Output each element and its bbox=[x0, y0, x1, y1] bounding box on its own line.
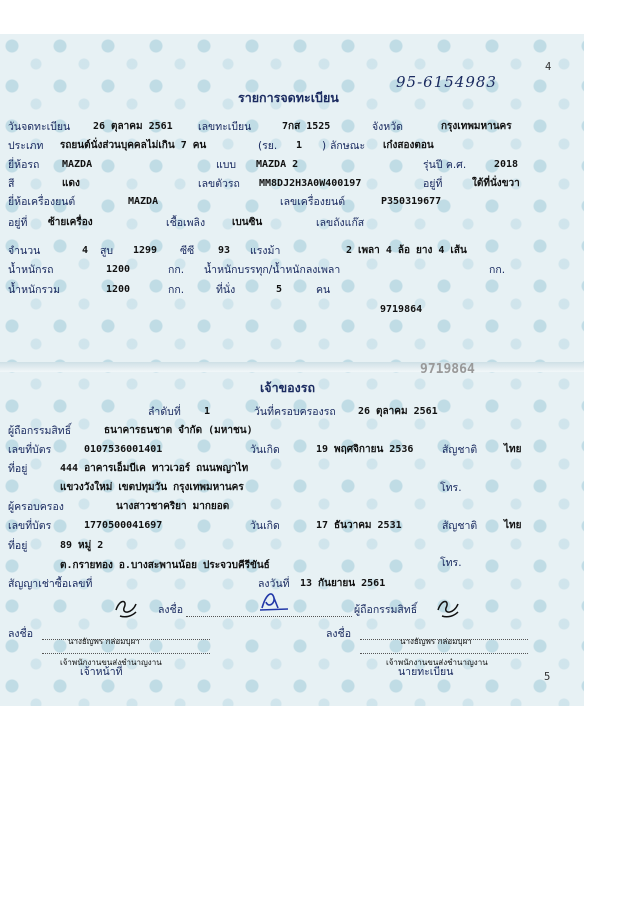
seats: 5 bbox=[276, 284, 283, 295]
color: แดง bbox=[62, 178, 80, 189]
total-weight-label: น้ำหนักรวม bbox=[8, 284, 60, 296]
load-label: น้ำหนักบรรทุก/น้ำหนักลงเพลา bbox=[204, 264, 341, 276]
birth2: 17 ธันวาคม 2531 bbox=[316, 520, 402, 531]
handwritten-number: 95-6154983 bbox=[396, 73, 497, 91]
location: ใต้ที่นั่งขวา bbox=[472, 178, 520, 189]
sign-left-name-line bbox=[42, 652, 210, 654]
location-label: อยู่ที่ bbox=[423, 178, 443, 190]
addr-label: ที่อยู่ bbox=[8, 463, 28, 475]
chassis-label: เลขตัวรถ bbox=[198, 178, 240, 190]
sign-left-label: ลงชื่อ bbox=[8, 628, 33, 640]
addr-line-2: แขวงวังใหม่ เขตปทุมวัน กรุงเทพมหานคร bbox=[60, 482, 244, 493]
year-label: รุ่นปี ค.ศ. bbox=[423, 159, 467, 171]
sign-right-name-line bbox=[360, 652, 528, 654]
fuel-label: เชื้อเพลิง bbox=[166, 217, 206, 229]
signature-mark-2 bbox=[434, 596, 462, 620]
province: กรุงเทพมหานคร bbox=[441, 121, 512, 132]
page-number-top: 4 bbox=[545, 61, 552, 73]
sign-right-role: นายทะเบียน bbox=[398, 666, 454, 678]
page-number-bottom: 5 bbox=[544, 671, 551, 683]
possession-date-label: วันที่ครอบครองรถ bbox=[254, 406, 336, 418]
sign-right-role-small: เจ้าพนักงานขนส่งชำนาญงาน bbox=[386, 658, 488, 667]
nationality2-label: สัญชาติ bbox=[442, 520, 478, 532]
model-label: แบบ bbox=[216, 159, 237, 171]
cc-label: ซีซี bbox=[180, 245, 195, 257]
total-weight: 1200 bbox=[106, 284, 131, 295]
possessor-label: ผู้ครอบครอง bbox=[8, 501, 64, 513]
nationality: ไทย bbox=[504, 444, 522, 455]
lease-label: สัญญาเช่าซื้อเลขที่ bbox=[8, 578, 93, 590]
unit-kg: กก. bbox=[168, 264, 185, 276]
sign-owner-caption: ผู้ถือกรรมสิทธิ์ bbox=[354, 604, 418, 616]
registrar-signature-mark bbox=[256, 588, 292, 614]
style: เก๋งสองตอน bbox=[383, 140, 434, 151]
possession-date: 26 ตุลาคม 2561 bbox=[358, 406, 438, 417]
seats-label: ที่นั่ง bbox=[216, 284, 236, 296]
page-fold bbox=[0, 362, 584, 372]
serial-number: 9719864 bbox=[380, 304, 423, 315]
engine-loc-label: อยู่ที่ bbox=[8, 217, 28, 229]
fuel: เบนซิน bbox=[232, 217, 263, 228]
ry: 1 bbox=[296, 140, 303, 151]
hp-label: แรงม้า bbox=[250, 245, 281, 257]
brand: MAZDA bbox=[62, 159, 93, 170]
model: MAZDA 2 bbox=[256, 159, 299, 170]
hp: 93 bbox=[218, 245, 231, 256]
seats-unit: คน bbox=[316, 284, 331, 296]
addr2-label: ที่อยู่ bbox=[8, 540, 28, 552]
engine-brand: MAZDA bbox=[128, 196, 159, 207]
nationality2: ไทย bbox=[504, 520, 522, 531]
tel-label: โทร. bbox=[440, 482, 462, 494]
birth2-label: วันเกิด bbox=[250, 520, 280, 532]
weight: 1200 bbox=[106, 264, 131, 275]
engine-no: P350319677 bbox=[381, 196, 442, 207]
engine-loc: ซ้ายเครื่อง bbox=[48, 217, 93, 228]
cylinders: 4 bbox=[82, 245, 89, 256]
sign-left-role: เจ้าหน้าที่ bbox=[80, 666, 123, 678]
cc: 1299 bbox=[133, 245, 158, 256]
gas-tank-label: เลขถังแก๊ส bbox=[316, 217, 365, 229]
birth-label: วันเกิด bbox=[250, 444, 280, 456]
ry-label: (รย. bbox=[258, 140, 278, 152]
weight-label: น้ำหนักรถ bbox=[8, 264, 54, 276]
cyl-label: สูบ bbox=[100, 245, 114, 257]
chassis: MM8DJ2H3A0W400197 bbox=[259, 178, 362, 189]
reg-date: 26 ตุลาคม 2561 bbox=[93, 121, 173, 132]
sign-line bbox=[186, 615, 352, 617]
sign-label: ลงชื่อ bbox=[158, 604, 183, 616]
plate-label: เลขทะเบียน bbox=[198, 121, 252, 133]
brand-label: ยี่ห้อรถ bbox=[8, 159, 40, 171]
engine-brand-label: ยี่ห้อเครื่องยนต์ bbox=[8, 196, 76, 208]
province-label: จังหวัด bbox=[372, 121, 403, 133]
type-label: ประเภท bbox=[8, 140, 44, 152]
id2-label: เลขที่บัตร bbox=[8, 520, 52, 532]
addr2-line-2: ต.กรายทอง อ.บางสะพานน้อย ประจวบคีรีขันธ์ bbox=[60, 560, 270, 571]
id-number: 0107536001401 bbox=[84, 444, 163, 455]
registration-sheet bbox=[0, 34, 584, 706]
engine-no-label: เลขเครื่องยนต์ bbox=[280, 196, 346, 208]
vehicle-section-title: รายการจดทะเบียน bbox=[238, 90, 339, 105]
owner: ธนาคารธนชาต จำกัด (มหาชน) bbox=[104, 425, 253, 436]
owner-section-title: เจ้าของรถ bbox=[260, 380, 316, 395]
serial-number-faded: 9719864 bbox=[420, 362, 475, 377]
addr-line-1: 444 อาคารเอ็มบีเค ทาวเวอร์ ถนนพญาไท bbox=[60, 463, 249, 474]
tel2-label: โทร. bbox=[440, 557, 462, 569]
sign-left-role-small: เจ้าพนักงานขนส่งชำนาญงาน bbox=[60, 658, 162, 667]
axle-text: 2 เพลา 4 ล้อ ยาง 4 เส้น bbox=[346, 245, 467, 256]
sign-left-name: นางธัญพร กล่อมบุผา bbox=[68, 637, 140, 646]
id2-number: 1770500041697 bbox=[84, 520, 163, 531]
color-label: สี bbox=[8, 178, 15, 190]
unit-kg-total: กก. bbox=[168, 284, 185, 296]
birth: 19 พฤศจิกายน 2536 bbox=[316, 444, 414, 455]
style-label: ลักษณะ bbox=[330, 140, 366, 152]
lease-date-label: ลงวันที่ bbox=[258, 578, 290, 590]
possessor: นางสาวชาคริยา มากยอด bbox=[116, 501, 230, 512]
sign-right-label: ลงชื่อ bbox=[326, 628, 351, 640]
id-label: เลขที่บัตร bbox=[8, 444, 52, 456]
order-label: ลำดับที่ bbox=[148, 406, 181, 418]
plate: 7กส 1525 bbox=[282, 121, 331, 132]
unit-kg2: กก. bbox=[489, 264, 506, 276]
type: รถยนต์นั่งส่วนบุคคลไม่เกิน 7 คน bbox=[60, 140, 207, 151]
ry-close: ) bbox=[322, 140, 327, 152]
sign-right-name: นางธัญพร กล่อมบุผา bbox=[400, 637, 472, 646]
order: 1 bbox=[204, 406, 211, 417]
lease-date: 13 กันยายน 2561 bbox=[300, 578, 386, 589]
addr2-line-1: 89 หมู่ 2 bbox=[60, 540, 104, 551]
year: 2018 bbox=[494, 159, 519, 170]
nationality-label: สัญชาติ bbox=[442, 444, 478, 456]
reg-date-label: วันจดทะเบียน bbox=[8, 121, 71, 133]
signature-mark-1 bbox=[112, 596, 140, 620]
owner-label: ผู้ถือกรรมสิทธิ์ bbox=[8, 425, 72, 437]
count-label: จำนวน bbox=[8, 245, 41, 257]
